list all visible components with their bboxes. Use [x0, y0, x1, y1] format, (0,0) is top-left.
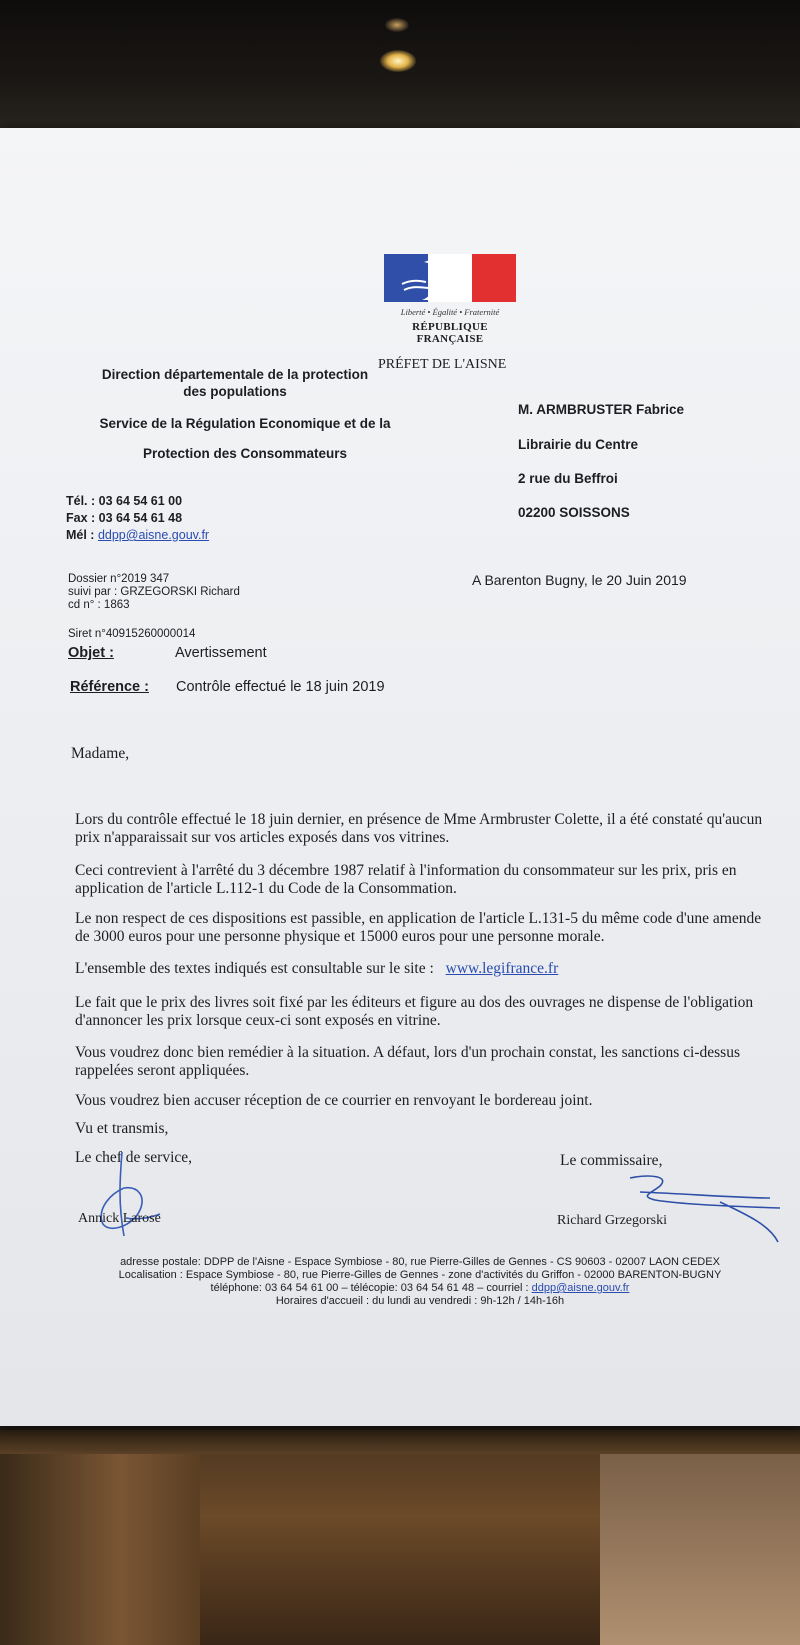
recipient-street: 2 rue du Beffroi	[518, 471, 618, 486]
footer-location: Localisation : Espace Symbiose - 80, rue Pierre-Gilles de Gennes - zone d'activités du Griffon - 02000 BARENTON-BUGNY	[118, 1269, 722, 1281]
left-signatory-name: Annick Larose	[78, 1211, 161, 1226]
flag-blue-band	[384, 254, 428, 302]
paragraph-5: Vous voudrez donc bien remédier à la situation. A défaut, lors d'un prochain constat, les sanctions ci-dessus rappelées seront appliquées.	[75, 1044, 740, 1079]
salutation: Madame,	[71, 745, 130, 762]
wood-panel-left	[0, 1454, 200, 1645]
left-handwritten-signature	[80, 1148, 170, 1243]
service-line1: Service de la Régulation Economique et de la	[99, 416, 391, 431]
siret-number: Siret n°40915260000014	[68, 628, 196, 640]
footer-email-link[interactable]: ddpp@aisne.gouv.fr	[531, 1282, 630, 1294]
email-line	[66, 528, 209, 542]
ceiling-lamp-far	[385, 18, 409, 32]
wood-beam	[0, 1430, 800, 1454]
flag-red-band	[472, 254, 516, 302]
ceiling-lamp	[380, 50, 416, 72]
closing-vu-et-transmis: Vu et transmis,	[75, 1120, 169, 1137]
reference-label: Référence :	[70, 679, 149, 695]
objet-value: Avertissement	[175, 645, 267, 661]
dossier-number: Dossier n°2019 347	[68, 573, 170, 585]
direction-line2: des populations	[183, 384, 287, 399]
paragraph-4: Le fait que le prix des livres soit fixé par les éditeurs et figure au dos des ouvrages ne dispense de l'obligation d'annoncer les prix lorsque ceux-ci sont exposés en vitrine.	[75, 994, 754, 1029]
prefet-title: PRÉFET DE L'AISNE	[378, 357, 507, 372]
paragraph-2: Ceci contrevient à l'arrêté du 3 décembre 1987 relatif à l'information du consommateur sur les prix, pris en application de l'article L.112-1 du Code de la Consommation.	[75, 862, 737, 897]
recipient-city: 02200 SOISSONS	[518, 505, 630, 520]
left-signatory-role: Le chef de service,	[75, 1149, 193, 1166]
window-reflection-right	[600, 1454, 800, 1645]
republic-motto: Liberté • Égalité • Fraternité	[400, 307, 500, 317]
footer-postal-address: adresse postale: DDPP de l'Aisne - Espace Symbiose - 80, rue Pierre-Gilles de Gennes - CS 90603 - 02007 LAON CEDEX	[120, 1256, 720, 1268]
dossier-followed-by: suivi par : GRZEGORSKI Richard	[68, 586, 240, 598]
email-label: Mél :	[66, 528, 98, 542]
email-link[interactable]: ddpp@aisne.gouv.fr	[97, 528, 210, 542]
right-signatory-role: Le commissaire,	[560, 1152, 663, 1169]
direction-line1: Direction départementale de la protection	[101, 367, 369, 382]
objet-label: Objet :	[68, 645, 114, 661]
site-sentence-line	[75, 960, 558, 978]
reference-value: Contrôle effectué le 18 juin 2019	[176, 679, 385, 695]
dossier-cd: cd n° : 1863	[68, 599, 130, 611]
fax-number: Fax : 03 64 54 61 48	[66, 511, 183, 525]
paragraph-6: Vous voudrez bien accuser réception de ce courrier en renvoyant le bordereau joint.	[75, 1092, 593, 1109]
marianne-logo	[384, 254, 516, 302]
footer-contact	[70, 1282, 770, 1295]
footer-phone-fax: téléphone: 03 64 54 61 00 – télécopie: 03 64 54 61 48 – courriel :	[210, 1282, 532, 1294]
paragraph-1: Lors du contrôle effectué le 18 juin dernier, en présence de Mme Armbruster Colette, il a été constaté qu'aucun prix n'apparaissait sur vos articles exposés dans vos vitrines.	[75, 811, 763, 846]
phone-number: Tél. : 03 64 54 61 00	[66, 494, 183, 508]
right-signatory-name: Richard Grzegorski	[557, 1213, 668, 1228]
paragraph-3: Le non respect de ces dispositions est passible, en application de l'article L.131-5 du même code d'une amende de 3000 euros pour une personne physique et 15000 euros pour une personne morale.	[75, 910, 762, 945]
recipient-name: M. ARMBRUSTER Fabrice	[518, 402, 685, 417]
background-top-shop-interior	[0, 0, 800, 135]
place-date: A Barenton Bugny, le 20 Juin 2019	[472, 572, 687, 588]
recipient-shop: Librairie du Centre	[518, 437, 639, 452]
service-line2: Protection des Consommateurs	[142, 446, 348, 461]
republique-francaise: RÉPUBLIQUE FRANÇAISE	[412, 321, 488, 345]
footer-opening-hours: Horaires d'accueil : du lundi au vendredi : 9h-12h / 14h-16h	[275, 1295, 565, 1307]
right-handwritten-signature	[600, 1146, 790, 1246]
letter-page	[0, 128, 800, 1426]
legifrance-link[interactable]: www.legifrance.fr	[445, 960, 559, 977]
site-sentence: L'ensemble des textes indiqués est consultable sur le site :	[75, 960, 434, 977]
